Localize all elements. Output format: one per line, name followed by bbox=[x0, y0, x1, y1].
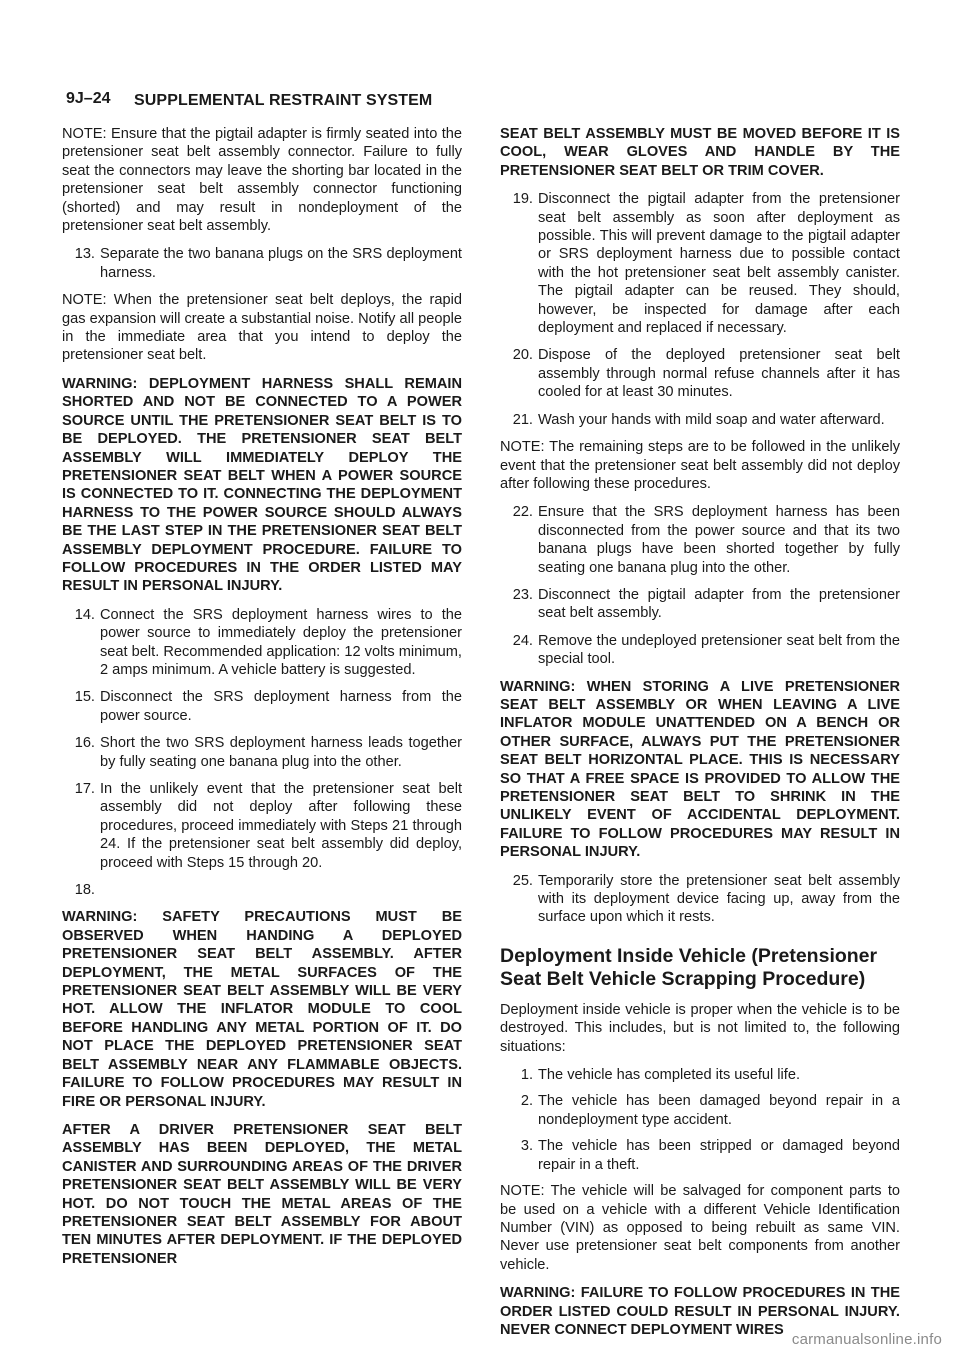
section-intro: Deployment inside vehicle is proper when the vehicle is to be destroyed. This includes, but is not limited to, the following situations: bbox=[500, 1001, 900, 1055]
right-column bbox=[500, 125, 900, 1349]
step-14 bbox=[62, 606, 462, 680]
step-17 bbox=[62, 780, 462, 872]
step-16 bbox=[62, 734, 462, 771]
step-text: Disconnect the pigtail adapter from the pretensioner seat belt assembly. bbox=[538, 586, 900, 622]
step-number: 19. bbox=[512, 191, 533, 208]
step-number: 24. bbox=[512, 632, 533, 649]
step-21 bbox=[500, 411, 900, 429]
step-text: In the unlikely event that the pretensioner seat belt assembly did not deploy after following these procedures, proceed immediately with Steps 21 through 24. If the pretensioner seat belt assembly did deploy, proceed with Steps 15 through 20. bbox=[100, 781, 462, 871]
page-number: 9J–24 bbox=[66, 90, 111, 107]
note-paragraph: NOTE: When the pretensioner seat belt deploys, the rapid gas expansion will create a substantial noise. Notify all people in the immediate area that you intend to deploy the pretensioner seat belt. bbox=[62, 292, 462, 364]
step-23 bbox=[500, 586, 900, 623]
step-text: Temporarily store the pretensioner seat belt assembly with its deployment device facing up, away from the surface upon which it rests. bbox=[538, 872, 900, 926]
step-text: Ensure that the SRS deployment harness has been disconnected from the power source and that its two banana plugs have been shorted together by fully seating one banana plug into the other. bbox=[538, 504, 900, 576]
step-number: 20. bbox=[512, 347, 533, 364]
list-text: The vehicle has been stripped or damaged beyond repair in a theft. bbox=[538, 1138, 900, 1173]
note-paragraph: NOTE: The vehicle will be salvaged for component parts to be used on a vehicle with a different Vehicle Identification Number (VIN) as opposed to being rebuilt as same VIN. Never use pretensioner seat belt components from another vehicle. bbox=[500, 1183, 900, 1273]
page-title: SUPPLEMENTAL RESTRAINT SYSTEM bbox=[134, 92, 433, 109]
step-number: 25. bbox=[512, 872, 533, 889]
list-number: 1. bbox=[520, 1067, 533, 1084]
step-text: Disconnect the pigtail adapter from the pretensioner seat belt assembly as soon after deployment as possible. This will prevent damage to the pigtail adapter or SRS deployment harness due to possible contact with the hot pretensioner seat belt assembly canister. The pigtail adapter can be reused. They should, however, be inspected for damage after each deployment and replaced if necessary. bbox=[538, 191, 900, 337]
step-number: 14. bbox=[74, 606, 95, 623]
list-item bbox=[500, 1137, 900, 1174]
step-number: 15. bbox=[74, 689, 95, 706]
note-paragraph: NOTE: The remaining steps are to be followed in the unlikely event that the pretensioner seat belt assembly did not deploy after following these procedures. bbox=[500, 439, 900, 492]
step-20 bbox=[500, 346, 900, 401]
step-text bbox=[100, 881, 462, 899]
list-number: 2. bbox=[520, 1093, 533, 1110]
list-number: 3. bbox=[520, 1138, 533, 1155]
warning-paragraph: WARNING: FAILURE TO FOLLOW PROCEDURES IN THE ORDER LISTED COULD RESULT IN PERSONAL INJURY. NEVER CONNECT DEPLOYMENT WIRES bbox=[500, 1285, 900, 1338]
warning-paragraph: WARNING: WHEN STORING A LIVE PRETENSIONER SEAT BELT ASSEMBLY OR WHEN LEAVING A LIVE INFLATOR MODULE UNATTENDED ON A BENCH OR OTHER SURFACE, ALWAYS PUT THE PRETENSIONER SEAT BELT HORIZONTAL PLACE. THIS IS NECESSARY SO THAT A FREE SPACE IS PROVIDED TO ALLOW THE PRETENSIONER SEAT BELT TO SHRINK IN THE UNLIKELY EVENT OF ACCIDENTAL DEPLOYMENT. FAILURE TO FOLLOW PROCEDURES MAY RESULT IN PERSONAL INJURY. bbox=[500, 678, 900, 861]
warning-paragraph-continued: SEAT BELT ASSEMBLY MUST BE MOVED BEFORE IT IS COOL, WEAR GLOVES AND HANDLE BY THE PRETENSIONER SEAT BELT OR TRIM COVER. bbox=[500, 126, 900, 179]
step-text: Dispose of the deployed pretensioner seat belt assembly through normal refuse channels after it has cooled for at least 30 minutes. bbox=[538, 347, 900, 401]
step-number: 21. bbox=[512, 411, 533, 428]
step-text: Short the two SRS deployment harness leads together by fully seating one banana plug into the other. bbox=[100, 735, 462, 770]
step-18 bbox=[62, 881, 462, 899]
list-text: The vehicle has completed its useful life. bbox=[538, 1067, 801, 1084]
step-text: Connect the SRS deployment harness wires to the power source to immediately deploy the pretensioner seat belt. Recommended application: 12 volts minimum, 2 amps minimum. A vehicle battery is suggested. bbox=[100, 606, 462, 678]
section-heading: Deployment Inside Vehicle (Pretensioner Seat Belt Vehicle Scrapping Procedure) bbox=[500, 944, 878, 990]
step-number: 17. bbox=[74, 781, 95, 797]
step-24 bbox=[500, 632, 900, 669]
step-number: 16. bbox=[74, 735, 95, 752]
warning-paragraph: WARNING: DEPLOYMENT HARNESS SHALL REMAIN SHORTED AND NOT BE CONNECTED TO A POWER SOURCE UNTIL THE PRETENSIONER SEAT BELT IS TO BE DEPLOYED. THE PRETENSIONER SEAT BELT ASSEMBLY WILL IMMEDIATELY DEPLOY THE PRETENSIONER SEAT BELT WHEN A POWER SOURCE IS CONNECTED TO IT. CONNECTING THE DEPLOYMENT HARNESS TO THE POWER SOURCE SHOULD ALWAYS BE THE LAST STEP IN THE PRETENSIONER SEAT BELT ASSEMBLY DEPLOYMENT PROCEDURE. FAILURE TO FOLLOW PROCEDURES IN THE ORDER LISTED MAY RESULT IN PERSONAL INJURY. bbox=[62, 375, 462, 595]
warning-paragraph: WARNING: SAFETY PRECAUTIONS MUST BE OBSERVED WHEN HANDING A DEPLOYED PRETENSIONER SEAT BELT ASSEMBLY. AFTER DEPLOYMENT, THE METAL SURFACES OF THE PRETENSIONER SEAT BELT ASSEMBLY WILL BE VERY HOT. ALLOW THE INFLATOR MODULE TO COOL BEFORE HANDLING ANY METAL PORTION OF IT. DO NOT PLACE THE DEPLOYED PRETENSIONER SEAT BELT ASSEMBLY NEAR ANY FLAMMABLE OBJECTS. FAILURE TO FOLLOW PROCEDURES MAY RESULT IN FIRE OR PERSONAL INJURY. bbox=[62, 909, 462, 1110]
step-text: Separate the two banana plugs on the SRS deployment harness. bbox=[100, 246, 462, 281]
page-header bbox=[62, 86, 902, 114]
watermark: carmanualsonline.info bbox=[791, 1331, 942, 1348]
list-item bbox=[500, 1066, 900, 1084]
step-number: 23. bbox=[512, 586, 533, 603]
step-number: 22. bbox=[512, 504, 533, 521]
list-text: The vehicle has been damaged beyond repair in a nondeployment type accident. bbox=[538, 1093, 900, 1128]
left-column bbox=[62, 125, 462, 1278]
step-19 bbox=[500, 190, 900, 337]
warning-paragraph: AFTER A DRIVER PRETENSIONER SEAT BELT ASSEMBLY HAS BEEN DEPLOYED, THE METAL CANISTER AND SURROUNDING AREAS OF THE DRIVER PRETENSIONER SEAT BELT ASSEMBLY WILL BE VERY HOT. DO NOT TOUCH THE METAL AREAS OF THE PRETENSIONER SEAT BELT ASSEMBLY FOR ABOUT TEN MINUTES AFTER DEPLOYMENT. IF THE DEPLOYED PRETENSIONER bbox=[62, 1121, 462, 1267]
step-text: Wash your hands with mild soap and water afterward. bbox=[538, 411, 885, 428]
step-number: 13. bbox=[74, 246, 95, 263]
step-text: Disconnect the SRS deployment harness from the power source. bbox=[100, 689, 462, 724]
list-item bbox=[500, 1092, 900, 1129]
step-25 bbox=[500, 872, 900, 927]
step-text: Remove the undeployed pretensioner seat belt from the special tool. bbox=[538, 632, 900, 668]
step-13 bbox=[62, 245, 462, 282]
step-22 bbox=[500, 503, 900, 577]
step-15 bbox=[62, 688, 462, 725]
note-paragraph: NOTE: Ensure that the pigtail adapter is firmly seated into the pretensioner seat belt assembly connector. Failure to fully seat the connectors may leave the shorting bar located in the pretensioner seat belt assembly connector functioning (shorted) and may result in nondeployment of the pretensioner seat belt assembly. bbox=[62, 126, 462, 235]
step-number: 18. bbox=[74, 882, 95, 899]
